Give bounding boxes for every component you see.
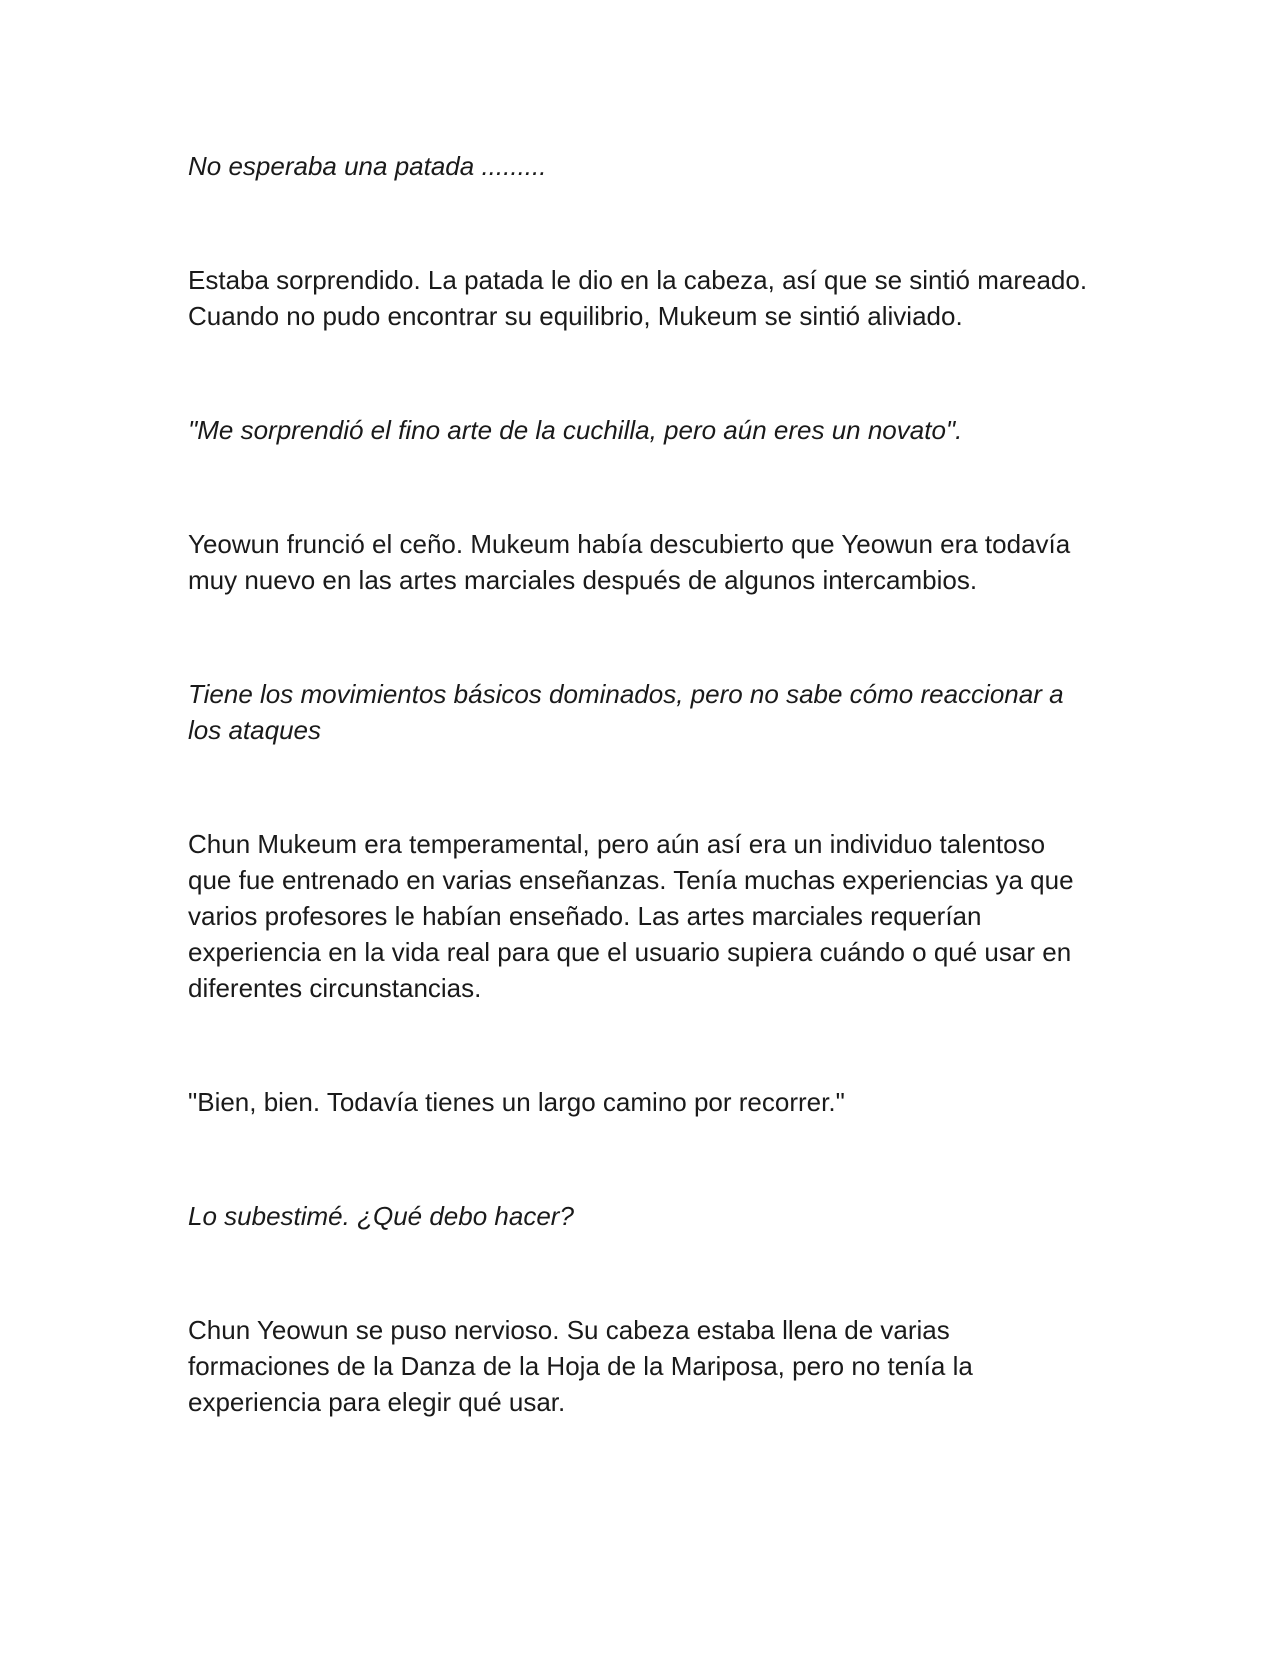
paragraph-1: No esperaba una patada ......... — [188, 151, 547, 181]
document-body — [188, 148, 1088, 1420]
paragraph-4: Yeowun frunció el ceño. Mukeum había descubierto que Yeowun era todavía muy nuevo en las artes marciales después de algunos intercambios. — [188, 529, 1071, 595]
paragraph-6: Chun Mukeum era temperamental, pero aún así era un individuo talentoso que fue entrenado en varias enseñanzas. Tenía muchas experiencias ya que varios profesores le habían enseñado. Las artes marciales requerían experiencia en la vida real para que el usuario supiera cuándo o qué usar en diferentes circunstancias. — [188, 829, 1074, 1003]
paragraph-8: Lo subestimé. ¿Qué debo hacer? — [188, 1201, 574, 1231]
paragraph-2: Estaba sorprendido. La patada le dio en la cabeza, así que se sintió mareado. Cuando no pudo encontrar su equilibrio, Mukeum se sintió aliviado. — [188, 265, 1088, 331]
paragraph-5: Tiene los movimientos básicos dominados, pero no sabe cómo reaccionar a los ataques — [188, 679, 1064, 745]
paragraph-7: "Bien, bien. Todavía tienes un largo camino por recorrer." — [188, 1087, 845, 1117]
paragraph-9: Chun Yeowun se puso nervioso. Su cabeza estaba llena de varias formaciones de la Danza de la Hoja de la Mariposa, pero no tenía la experiencia para elegir qué usar. — [188, 1315, 973, 1417]
paragraph-3: "Me sorprendió el fino arte de la cuchilla, pero aún eres un novato". — [188, 415, 963, 445]
